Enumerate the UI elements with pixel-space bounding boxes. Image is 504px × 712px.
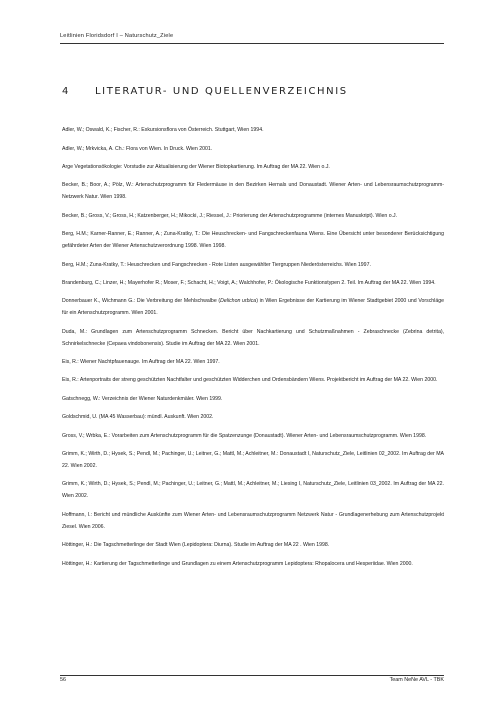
reference-entry: Höttinger, H.: Kartierung der Tagschmetterlinge und Grundlagen zu einem Artenschutzprogramm Lepidoptera: Rhopalocera und Hesperiidae. Wien 2000. (62, 560, 413, 567)
reference-entry: Eis, R.: Wiener Nachtpfauenauge. Im Auftrag der MA 22. Wien 1997. (62, 359, 220, 366)
chapter-heading (62, 86, 348, 97)
running-header: Leitlinien Floridsdorf I – Naturschutz_Ziele (60, 33, 174, 39)
reference-entry: Hoffmann, I.: Bericht und mündliche Auskünfte zum Wiener Arten- und Lebensraumschutzprogramm Netzwerk Natur - Grundlagenerhebung zum Artenschutzprojekt Ziesel. Wien 2006. (62, 511, 444, 530)
reference-entry: Gross, V.; Wrbka, E.: Vorarbeiten zum Artenschutzprogramm für die Spatzenzunge (Donaustadt). Wiener Arten- und Lebensraumschutzprogramm. Wien 1998. (62, 432, 427, 439)
reference-entry: Adler, W.; Mrkvicka, A. Ch.: Flora von Wien. In Druck. Wien 2001. (62, 145, 213, 152)
reference-entry: Grimm, K.; Wirth, D.; Hysek, S.; Pendl, M.; Pachinger, U.; Leitner, G.; Mattl, M.; Achleitner, M.; Liesing I, Naturschutz_Ziele, Leitlinien 03_2002. Im Auftrag der MA 22. Wien 2002. (62, 481, 444, 500)
reference-entry: Gatschnegg, W.: Verzeichnis der Wiener Naturdenkmäler. Wien 1999. (62, 395, 223, 402)
reference-entry: Duda, M.: Grundlagen zum Artenschutzprogramm Schnecken. Bericht über Nachkartierung und Schutzmaßnahmen - Zebraschnecke (Zebrina detrita), Schnirkelschnecke (Cepaea vindobonensis). Studie im Auftrag der MA 22. Wien 2001. (62, 328, 444, 347)
reference-entry: Donnerbauer K., Wichmann G.: Die Verbreitung der Mehlschwalbe (Delichon urbica) in Wien Ergebnisse der Kartierung im Wiener Stadtgebiet 2000 und Vorschläge für ein Artenschutzprogramm. Wien 2001. (62, 298, 444, 317)
footer-team: Team NeNe AVL - TBK (389, 677, 444, 683)
reference-entry: Arge Vegetationsökologie: Vorstudie zur Aktualisierung der Wiener Biotopkartierung. Im Auftrag der MA 22. Wien o.J. (62, 163, 330, 170)
reference-entry: Becker, B.; Boor, A.; Pölz, W.: Artenschutzprogramm für Fledermäuse in den Bezirken Hernals und Donaustadt. Wiener Arten- und Lebensraumschutzprogramm- Netzwerk Natur. Wien 1998. (62, 182, 444, 201)
reference-entry: Berg, H.M.; Karner-Ranner, E.; Ranner, A.; Zuna-Kratky, T.: Die Heuschrecken- und Fangschreckenfauna Wiens. Eine Übersicht unter besonderer Berücksichtigung gefährdeter Arten der Wiener Artenschutzverordnung 1998. Wien 1998. (62, 231, 444, 250)
reference-list (62, 119, 444, 576)
chapter-title: LITERATUR- UND QUELLENVERZEICHNIS (95, 86, 348, 97)
reference-entry: Goldschmid, U. (MA 45 Wasserbau): mündl. Auskunft. Wien 2002. (62, 414, 214, 421)
reference-entry: Becker, B.; Gross, V.; Gross, H.; Katzenberger, H.; Mikocki, J.; Riessel, J.: Priorierung der Artenschutzprogramme (internes Manuskript). Wien o.J. (62, 212, 398, 219)
page-number: 56 (60, 677, 66, 683)
reference-entry: Eis, R.: Artenportraits der streng geschützten Nachtfalter und geschützten Widderchen und Ordensbändern Wiens. Projektbericht im Auftrag der MA 22. Wien 2000. (62, 377, 438, 384)
header-divider (60, 43, 444, 44)
chapter-number: 4 (62, 86, 70, 97)
reference-entry: Berg, H.M.; Zuna-Kratky, T.: Heuschrecken und Fangschrecken - Rote Listen ausgewählter Tiergruppen Niederösterreichs. Wien 1997. (62, 261, 371, 268)
reference-entry: Grimm, K.; Wirth, D.; Hysek, S.; Pendl, M.; Pachinger, U.; Leitner, G.; Mattl, M.; Achleitner, M.: Donaustadt I, Naturschutz_Ziele, Leitlinien 02_2002. Im Auftrag der MA 22. Wien 2002. (62, 451, 444, 470)
reference-entry: Höttinger, H.: Die Tagschmetterlinge der Stadt Wien (Lepidoptera: Diurna). Studie im Auftrag der MA 22 . Wien 1998. (62, 542, 330, 549)
reference-entry: Adler, W.; Oswald, K.; Fischer, R.: Exkursionsflora von Österreich. Stuttgart, Wien 1994. (62, 127, 264, 134)
reference-entry: Brandenburg, C.; Linzer, H.; Mayerhofer R.; Moser, F.; Schacht, H.; Voigt, A.; Walchhofer, P.: Ökologische Funktionstypen 2. Teil. Im Auftrag der MA 22. Wien 1994. (62, 279, 436, 286)
footer-divider (60, 675, 444, 676)
